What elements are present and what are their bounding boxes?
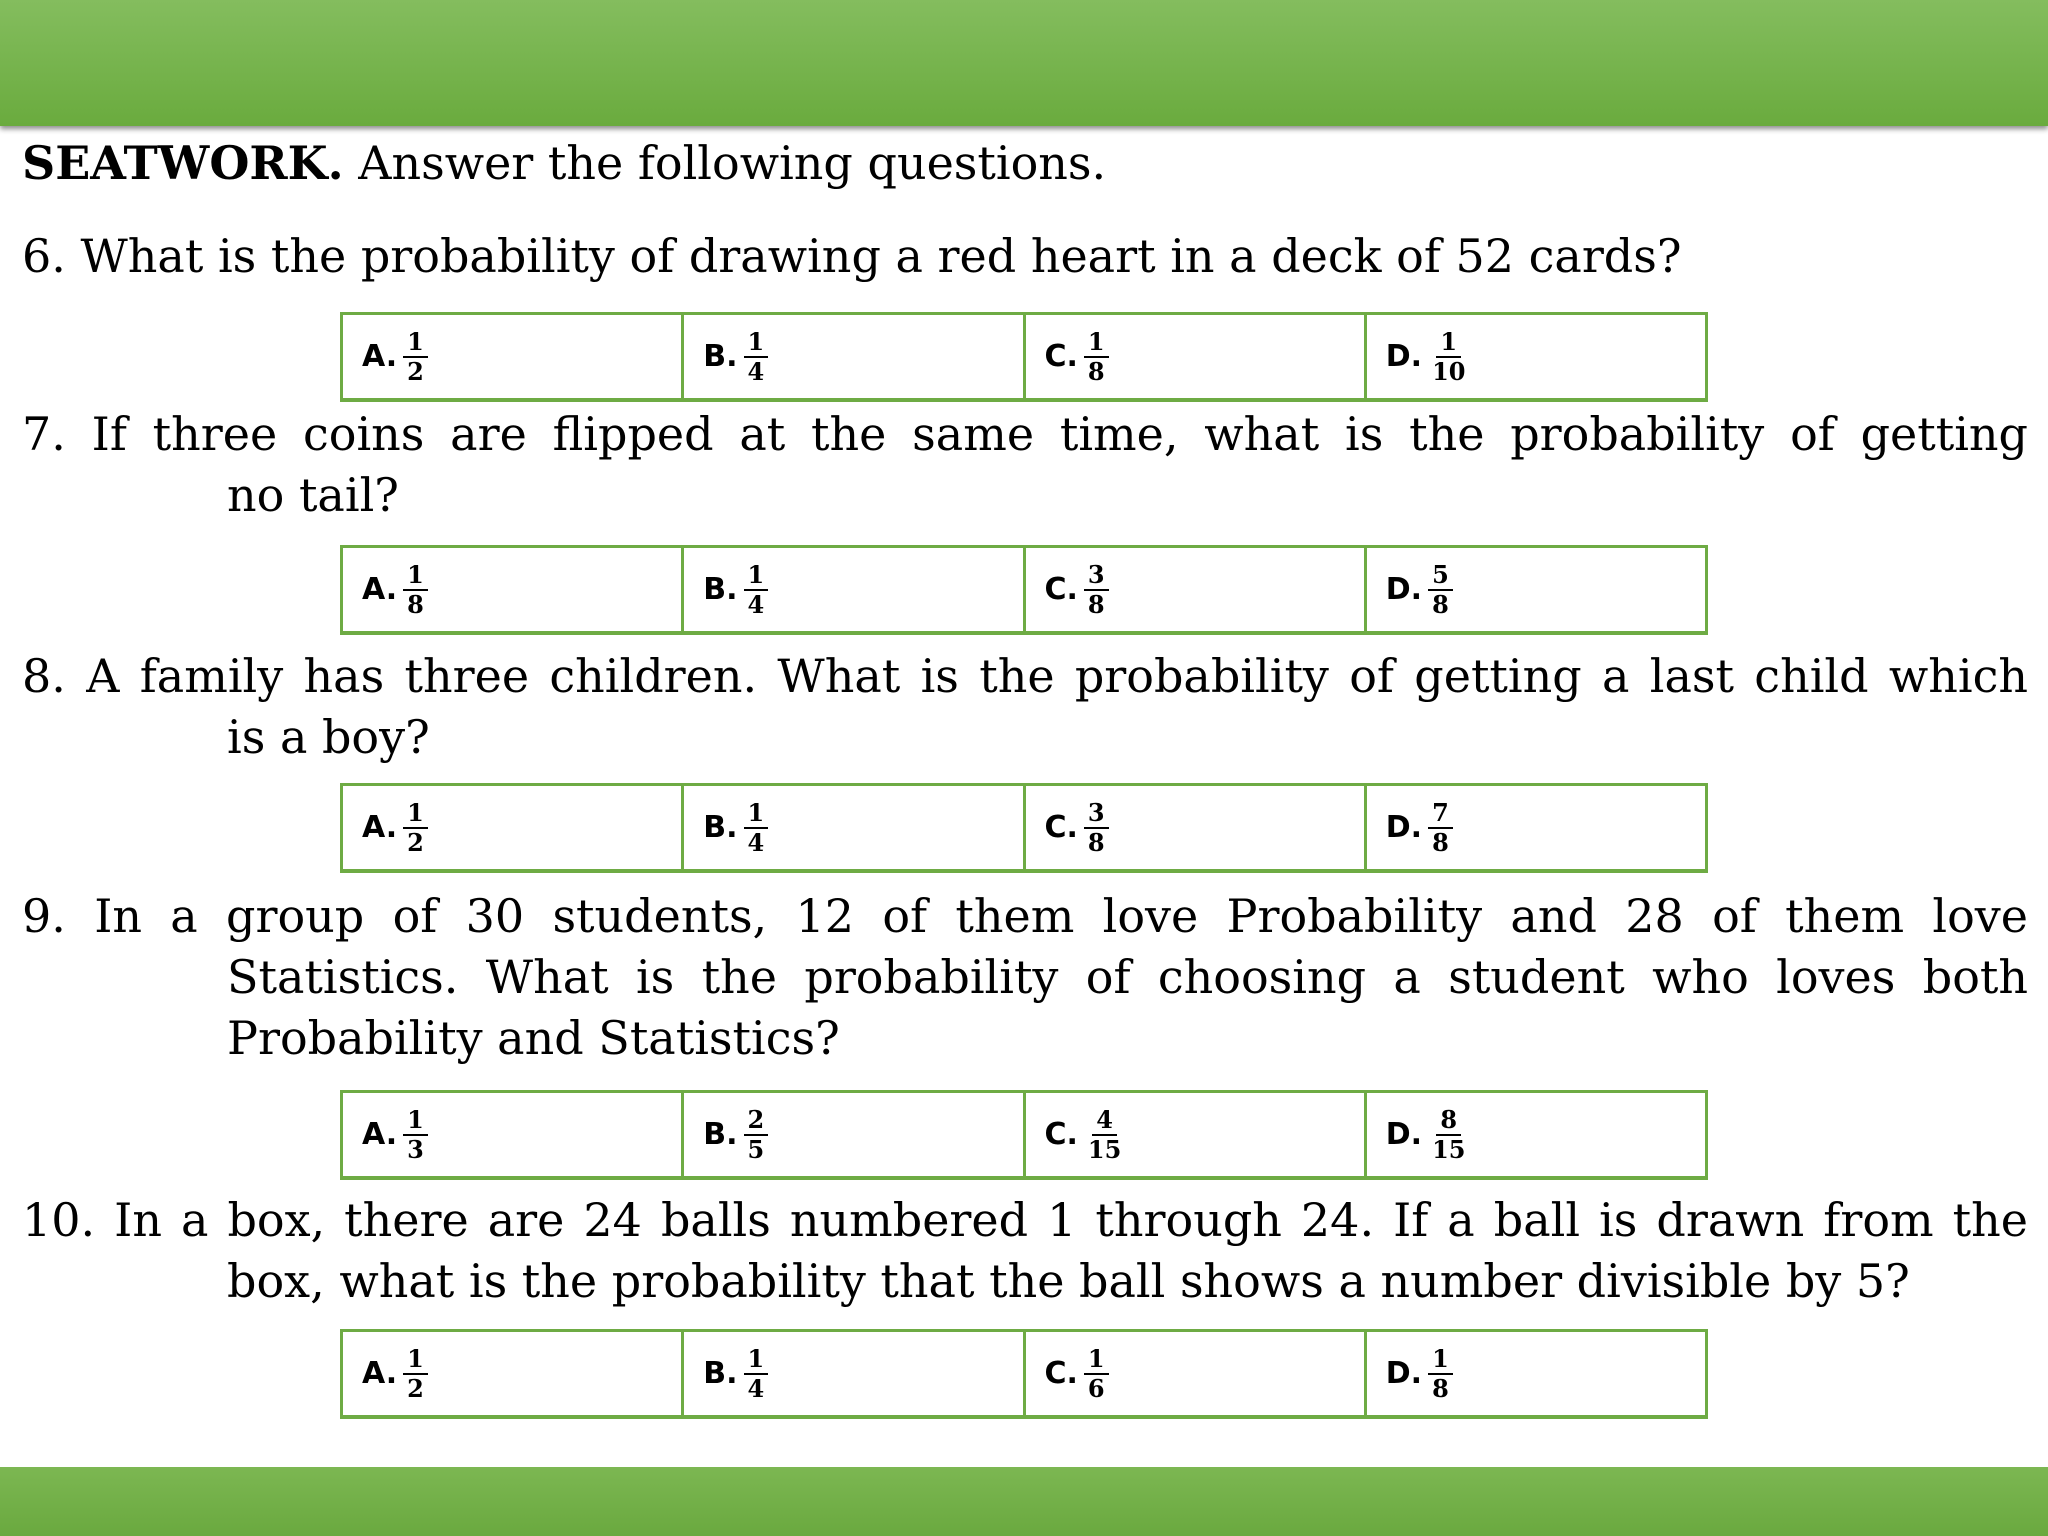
question-text-line: 7. If three coins are flipped at the same time, what is the probability of getting [22,407,2028,461]
page-title [22,136,1106,190]
numerator: 5 [1428,562,1453,591]
choice-c[interactable] [1026,786,1367,869]
numerator: 1 [1084,329,1109,358]
fraction [1428,797,1453,857]
choice-letter: A. [362,572,398,607]
numerator: 8 [1436,1107,1461,1136]
question-10 [22,1190,2028,1312]
choice-letter: C. [1044,810,1078,845]
choice-a[interactable] [343,1093,684,1176]
question-text-line: 6. What is the probability of drawing a red heart in a deck of 52 cards? [22,229,1682,283]
fraction [1428,326,1469,386]
choice-b[interactable] [684,1332,1025,1415]
denominator: 8 [1432,589,1449,619]
fraction [744,1343,769,1403]
question-text-line: 9. In a group of 30 students, 12 of them love Probability and 28 of them love [22,889,2028,943]
numerator: 1 [744,562,769,591]
question-text-line: 10. In a box, there are 24 balls numbered 1 through 24. If a ball is drawn from the [22,1193,2028,1247]
fraction [403,1343,428,1403]
choice-letter: B. [703,339,738,374]
denominator: 10 [1432,356,1466,386]
choice-letter: C. [1044,572,1078,607]
answer-choices-9 [340,1090,1708,1180]
choice-letter: A. [362,1356,398,1391]
numerator: 1 [403,800,428,829]
question-text-line: 8. A family has three children. What is the probability of getting a last child which [22,649,2028,703]
numerator: 1 [744,329,769,358]
question-text-line: Statistics. What is the probability of choosing a student who loves both [227,950,2028,1004]
numerator: 2 [744,1107,769,1136]
choice-letter: C. [1044,339,1078,374]
denominator: 8 [1087,589,1105,619]
answer-choices-7 [340,545,1708,635]
choice-letter: A. [362,1117,398,1152]
denominator: 2 [407,356,424,386]
numerator: 3 [1084,800,1109,829]
denominator: 4 [747,1373,765,1403]
choice-letter: A. [362,339,398,374]
denominator: 4 [747,589,765,619]
denominator: 6 [1087,1373,1105,1403]
choice-letter: B. [703,810,738,845]
fraction [1428,1343,1453,1403]
question-text-line: is a boy? [227,710,430,764]
fraction [744,797,769,857]
question-7 [22,404,2028,526]
denominator: 4 [747,827,765,857]
fraction [403,559,428,619]
choice-d[interactable] [1367,786,1705,869]
choice-d[interactable] [1367,1332,1705,1415]
question-text-line: no tail? [227,468,399,522]
denominator: 8 [1432,1373,1449,1403]
fraction [1084,1104,1125,1164]
choice-d[interactable] [1367,548,1705,631]
numerator: 1 [744,800,769,829]
choice-letter: D. [1385,339,1423,374]
denominator: 8 [1432,827,1449,857]
question-8 [22,646,2028,768]
denominator: 8 [1087,827,1105,857]
fraction [1428,1104,1469,1164]
choice-letter: C. [1044,1356,1078,1391]
denominator: 2 [407,1373,424,1403]
choice-letter: B. [703,572,738,607]
numerator: 1 [744,1346,769,1375]
choice-b[interactable] [684,1093,1025,1176]
numerator: 1 [1084,1346,1109,1375]
header-bar [0,0,2048,126]
denominator: 8 [407,589,424,619]
numerator: 4 [1092,1107,1117,1136]
fraction [1084,326,1109,386]
choice-letter: D. [1385,1356,1423,1391]
denominator: 15 [1432,1134,1466,1164]
choice-letter: B. [703,1117,738,1152]
choice-c[interactable] [1026,315,1367,398]
fraction [1084,797,1109,857]
title-instruction: Answer the following questions. [343,136,1107,190]
choice-letter: D. [1385,1117,1423,1152]
fraction [744,559,769,619]
choice-b[interactable] [684,315,1025,398]
choice-letter: D. [1385,572,1423,607]
choice-c[interactable] [1026,548,1367,631]
choice-letter: B. [703,1356,738,1391]
choice-a[interactable] [343,786,684,869]
choice-d[interactable] [1367,315,1705,398]
numerator: 7 [1428,800,1453,829]
question-6 [22,226,2028,287]
choice-a[interactable] [343,1332,684,1415]
question-9 [22,886,2028,1069]
choice-c[interactable] [1026,1332,1367,1415]
fraction [1084,559,1109,619]
choice-c[interactable] [1026,1093,1367,1176]
denominator: 3 [407,1134,424,1164]
denominator: 2 [407,827,424,857]
denominator: 4 [747,356,765,386]
numerator: 1 [403,562,428,591]
choice-letter: D. [1385,810,1423,845]
question-text-line: box, what is the probability that the ball shows a number divisible by 5? [227,1254,1910,1308]
numerator: 1 [1428,1346,1453,1375]
numerator: 1 [403,329,428,358]
numerator: 1 [403,1107,428,1136]
numerator: 3 [1084,562,1109,591]
numerator: 1 [403,1346,428,1375]
title-bold: SEATWORK. [22,136,344,190]
answer-choices-6 [340,312,1708,402]
choice-letter: C. [1044,1117,1078,1152]
numerator: 1 [1436,329,1461,358]
choice-d[interactable] [1367,1093,1705,1176]
fraction [403,797,428,857]
fraction [744,1104,769,1164]
fraction [744,326,769,386]
denominator: 15 [1087,1134,1122,1164]
denominator: 5 [747,1134,765,1164]
fraction [403,326,428,386]
answer-choices-8 [340,783,1708,873]
fraction [1084,1343,1109,1403]
answer-choices-10 [340,1329,1708,1419]
fraction [1428,559,1453,619]
choice-b[interactable] [684,548,1025,631]
question-text-line: Probability and Statistics? [227,1011,840,1065]
choice-letter: A. [362,810,398,845]
denominator: 8 [1087,356,1105,386]
choice-b[interactable] [684,786,1025,869]
choice-a[interactable] [343,548,684,631]
footer-bar [0,1467,2048,1536]
choice-a[interactable] [343,315,684,398]
fraction [403,1104,428,1164]
